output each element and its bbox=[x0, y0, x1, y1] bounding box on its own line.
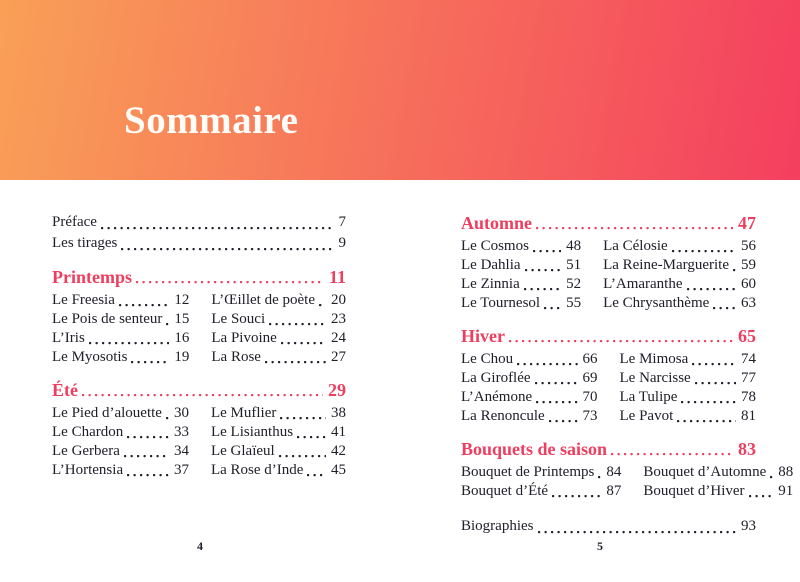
toc-entry bbox=[211, 291, 346, 310]
entry-label: Le Cosmos bbox=[461, 238, 529, 254]
entry-label: La Reine-Marguerite bbox=[603, 257, 729, 273]
entry-page-number: 34 bbox=[173, 443, 189, 459]
entries-column bbox=[461, 237, 581, 313]
entry-label: L’Hortensia bbox=[52, 462, 124, 478]
toc-entry bbox=[461, 516, 756, 537]
toc-entry bbox=[52, 329, 189, 348]
dot-leader-icon bbox=[166, 310, 169, 329]
toc-entry bbox=[52, 212, 346, 233]
entry-label: Le Gerbera bbox=[52, 443, 120, 459]
dot-leader-icon bbox=[695, 369, 736, 388]
toc-entry bbox=[643, 482, 793, 501]
section-page-number: 83 bbox=[738, 439, 756, 459]
dot-leader-icon bbox=[536, 212, 733, 234]
entry-page-number: 15 bbox=[174, 311, 190, 327]
entries-column bbox=[211, 291, 346, 367]
section-entries bbox=[461, 463, 794, 501]
toc-entry bbox=[461, 463, 621, 482]
dot-leader-icon bbox=[687, 275, 737, 294]
entry-label: Bouquet d’Hiver bbox=[643, 483, 745, 499]
entry-label: La Rose bbox=[211, 349, 261, 365]
entry-label: Bouquet de Printemps bbox=[461, 464, 595, 480]
entry-label: La Renoncule bbox=[461, 408, 545, 424]
dot-leader-icon bbox=[269, 310, 326, 329]
entry-page-number: 59 bbox=[741, 257, 756, 273]
entry-page-number: 81 bbox=[741, 408, 756, 424]
entry-page-number: 42 bbox=[331, 443, 346, 459]
entry-label: Le Lisianthus bbox=[210, 424, 294, 440]
entry-label: Le Glaïeul bbox=[210, 443, 275, 459]
toc-entry bbox=[211, 404, 346, 423]
toc-entry bbox=[52, 291, 189, 310]
entry-label: Le Zinnia bbox=[461, 276, 520, 292]
dot-leader-icon bbox=[265, 348, 326, 367]
toc-entry bbox=[52, 404, 189, 423]
dot-leader-icon bbox=[611, 438, 733, 460]
entry-label: Les tirages bbox=[52, 235, 118, 251]
entry-page-number: 9 bbox=[338, 235, 346, 251]
section-title: Automne bbox=[461, 213, 532, 233]
dot-leader-icon bbox=[89, 329, 170, 348]
entry-page-number: 56 bbox=[741, 238, 756, 254]
section-entries bbox=[461, 237, 756, 313]
section-page-number: 65 bbox=[738, 326, 756, 346]
entry-label: Le Chrysanthème bbox=[603, 295, 710, 311]
entry-page-number: 7 bbox=[338, 214, 346, 230]
dot-leader-icon bbox=[131, 348, 169, 367]
toc-section-heading bbox=[461, 438, 756, 460]
entry-label: Le Myosotis bbox=[52, 349, 128, 365]
entry-page-number: 91 bbox=[778, 483, 794, 499]
toc-section bbox=[52, 379, 346, 480]
toc-entry bbox=[603, 256, 756, 275]
toc-entry bbox=[603, 294, 756, 313]
entry-label: Le Tournesol bbox=[461, 295, 541, 311]
entry-label: Le Pied d’alouette bbox=[52, 405, 162, 421]
toc-simple-entries bbox=[461, 516, 756, 537]
toc-entry bbox=[620, 369, 757, 388]
entry-label: Le Narcisse bbox=[619, 370, 691, 386]
toc-entry bbox=[603, 275, 756, 294]
entries-column bbox=[461, 350, 598, 426]
entries-column bbox=[603, 237, 756, 313]
dot-leader-icon bbox=[733, 256, 736, 275]
toc-entry bbox=[461, 388, 598, 407]
entry-page-number: 12 bbox=[174, 292, 190, 308]
toc-entry bbox=[461, 256, 581, 275]
entry-label: Le Freesia bbox=[52, 292, 115, 308]
entry-label: La Rose d’Inde bbox=[210, 462, 304, 478]
entry-label: L’Iris bbox=[52, 330, 85, 346]
dot-leader-icon bbox=[280, 404, 326, 423]
dot-leader-icon bbox=[692, 350, 736, 369]
dot-leader-icon bbox=[598, 463, 601, 482]
entry-label: La Célosie bbox=[603, 238, 668, 254]
entry-page-number: 45 bbox=[331, 462, 346, 478]
section-title: Printemps bbox=[52, 267, 132, 287]
entry-label: Le Pois de senteur bbox=[52, 311, 163, 327]
dot-leader-icon bbox=[166, 404, 169, 423]
section-entries bbox=[461, 350, 756, 426]
toc-entry bbox=[620, 388, 757, 407]
toc-entry bbox=[643, 463, 793, 482]
entry-page-number: 16 bbox=[174, 330, 190, 346]
toc-entry bbox=[603, 237, 756, 256]
entry-label: Le Chardon bbox=[52, 424, 124, 440]
entry-page-number: 19 bbox=[174, 349, 190, 365]
entry-page-number: 60 bbox=[741, 276, 756, 292]
entry-page-number: 41 bbox=[331, 424, 346, 440]
toc-entry bbox=[461, 482, 621, 501]
entry-page-number: 93 bbox=[741, 518, 756, 534]
entries-column bbox=[52, 291, 189, 367]
toc-section-heading bbox=[461, 325, 756, 347]
toc-entry bbox=[461, 407, 598, 426]
entry-page-number: 24 bbox=[331, 330, 346, 346]
entries-column bbox=[461, 463, 621, 501]
entries-column bbox=[643, 463, 793, 501]
toc-entry bbox=[461, 237, 581, 256]
toc-entry bbox=[211, 423, 346, 442]
toc-entry bbox=[211, 461, 346, 480]
entry-label: La Pivoine bbox=[211, 330, 277, 346]
dot-leader-icon bbox=[749, 482, 774, 501]
toc-section bbox=[461, 325, 756, 426]
toc-left-page bbox=[52, 212, 346, 480]
dot-leader-icon bbox=[509, 325, 733, 347]
dot-leader-icon bbox=[536, 388, 577, 407]
entry-label: Préface bbox=[52, 214, 97, 230]
dot-leader-icon bbox=[127, 461, 169, 480]
toc-entry bbox=[52, 348, 189, 367]
toc-entry bbox=[461, 275, 581, 294]
toc-simple-entries bbox=[52, 212, 346, 254]
section-entries bbox=[52, 291, 346, 367]
entry-page-number: 87 bbox=[606, 483, 622, 499]
entry-page-number: 48 bbox=[566, 238, 582, 254]
entry-label: L’Œillet de poète bbox=[211, 292, 315, 308]
dot-leader-icon bbox=[681, 388, 736, 407]
entry-page-number: 84 bbox=[606, 464, 622, 480]
toc-entry bbox=[211, 310, 346, 329]
toc-right-page bbox=[461, 212, 794, 537]
entry-label: Biographies bbox=[461, 518, 534, 534]
toc-entry bbox=[211, 442, 346, 461]
toc-section bbox=[461, 438, 794, 501]
entry-page-number: 70 bbox=[582, 389, 598, 405]
dot-leader-icon bbox=[136, 266, 324, 288]
toc-section-heading bbox=[52, 379, 346, 401]
entry-page-number: 55 bbox=[566, 295, 582, 311]
dot-leader-icon bbox=[538, 516, 737, 537]
toc-entry bbox=[52, 442, 189, 461]
toc-section-heading bbox=[461, 212, 756, 234]
toc-entry bbox=[461, 369, 598, 388]
section-entries bbox=[52, 404, 346, 480]
dot-leader-icon bbox=[307, 461, 326, 480]
entry-page-number: 73 bbox=[582, 408, 598, 424]
page-number-right: 5 bbox=[597, 539, 603, 553]
section-title: Été bbox=[52, 380, 78, 400]
dot-leader-icon bbox=[552, 482, 601, 501]
dot-leader-icon bbox=[672, 237, 736, 256]
section-page-number: 29 bbox=[328, 380, 346, 400]
entry-page-number: 88 bbox=[778, 464, 794, 480]
dot-leader-icon bbox=[533, 237, 561, 256]
toc-entry bbox=[211, 329, 346, 348]
entry-label: Le Muflier bbox=[210, 405, 277, 421]
toc-entry bbox=[52, 461, 189, 480]
entry-page-number: 69 bbox=[582, 370, 598, 386]
dot-leader-icon bbox=[535, 369, 578, 388]
entry-page-number: 38 bbox=[331, 405, 346, 421]
entry-page-number: 66 bbox=[582, 351, 598, 367]
entry-label: Le Dahlia bbox=[461, 257, 521, 273]
dot-leader-icon bbox=[124, 442, 169, 461]
toc-entry bbox=[52, 310, 189, 329]
entry-label: Bouquet d’Automne bbox=[643, 464, 767, 480]
toc-entry bbox=[620, 407, 757, 426]
toc-entry bbox=[211, 348, 346, 367]
entry-label: Le Mimosa bbox=[619, 351, 689, 367]
entry-label: L’Amaranthe bbox=[603, 276, 683, 292]
toc-entry bbox=[52, 423, 189, 442]
toc-entry bbox=[461, 350, 598, 369]
entry-label: Le Souci bbox=[211, 311, 266, 327]
dot-leader-icon bbox=[524, 275, 561, 294]
entry-page-number: 27 bbox=[331, 349, 346, 365]
entry-label: L’Anémone bbox=[461, 389, 533, 405]
entries-column bbox=[52, 404, 189, 480]
entry-page-number: 77 bbox=[741, 370, 756, 386]
page-title: Sommaire bbox=[124, 99, 299, 142]
section-page-number: 47 bbox=[738, 213, 756, 233]
toc-entry bbox=[52, 233, 346, 254]
entry-page-number: 51 bbox=[566, 257, 582, 273]
entry-label: Le Chou bbox=[461, 351, 514, 367]
entry-page-number: 23 bbox=[331, 311, 346, 327]
entry-page-number: 63 bbox=[741, 295, 756, 311]
section-title: Hiver bbox=[461, 326, 505, 346]
section-page-number: 11 bbox=[328, 267, 346, 287]
dot-leader-icon bbox=[119, 291, 170, 310]
entry-page-number: 78 bbox=[741, 389, 756, 405]
toc-entry bbox=[461, 294, 581, 313]
dot-leader-icon bbox=[281, 329, 326, 348]
entry-page-number: 20 bbox=[331, 292, 346, 308]
dot-leader-icon bbox=[82, 379, 323, 401]
dot-leader-icon bbox=[297, 423, 326, 442]
dot-leader-icon bbox=[127, 423, 169, 442]
dot-leader-icon bbox=[713, 294, 736, 313]
entry-page-number: 33 bbox=[173, 424, 189, 440]
dot-leader-icon bbox=[121, 233, 333, 254]
section-title: Bouquets de saison bbox=[461, 439, 608, 459]
page-number-left: 4 bbox=[197, 539, 203, 553]
dot-leader-icon bbox=[770, 463, 773, 482]
dot-leader-icon bbox=[319, 291, 326, 310]
entry-label: Le Pavot bbox=[619, 408, 674, 424]
toc-entry bbox=[620, 350, 757, 369]
dot-leader-icon bbox=[544, 294, 561, 313]
entry-label: La Tulipe bbox=[619, 389, 678, 405]
entries-column bbox=[211, 404, 346, 480]
entry-page-number: 74 bbox=[741, 351, 756, 367]
dot-leader-icon bbox=[525, 256, 562, 275]
dot-leader-icon bbox=[677, 407, 736, 426]
toc-section-heading bbox=[52, 266, 346, 288]
dot-leader-icon bbox=[279, 442, 326, 461]
entry-page-number: 30 bbox=[173, 405, 189, 421]
entry-page-number: 52 bbox=[566, 276, 582, 292]
entry-label: Bouquet d’Été bbox=[461, 483, 549, 499]
dot-leader-icon bbox=[549, 407, 578, 426]
banner bbox=[0, 0, 800, 180]
dot-leader-icon bbox=[101, 212, 334, 233]
toc-section bbox=[461, 212, 756, 313]
entries-column bbox=[620, 350, 757, 426]
entry-page-number: 37 bbox=[173, 462, 189, 478]
toc-section bbox=[52, 266, 346, 367]
dot-leader-icon bbox=[517, 350, 577, 369]
entry-label: La Giroflée bbox=[461, 370, 531, 386]
